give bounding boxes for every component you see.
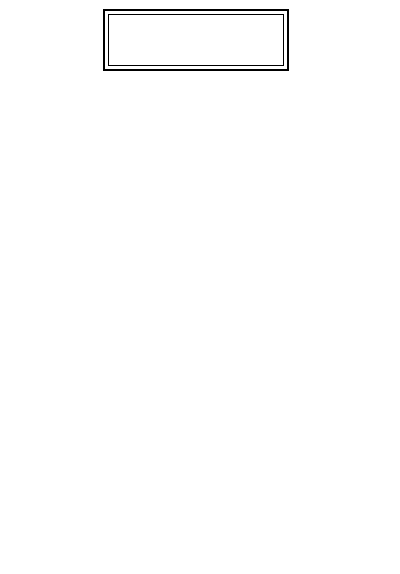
heading-box [108,14,284,66]
body-text [18,84,388,500]
